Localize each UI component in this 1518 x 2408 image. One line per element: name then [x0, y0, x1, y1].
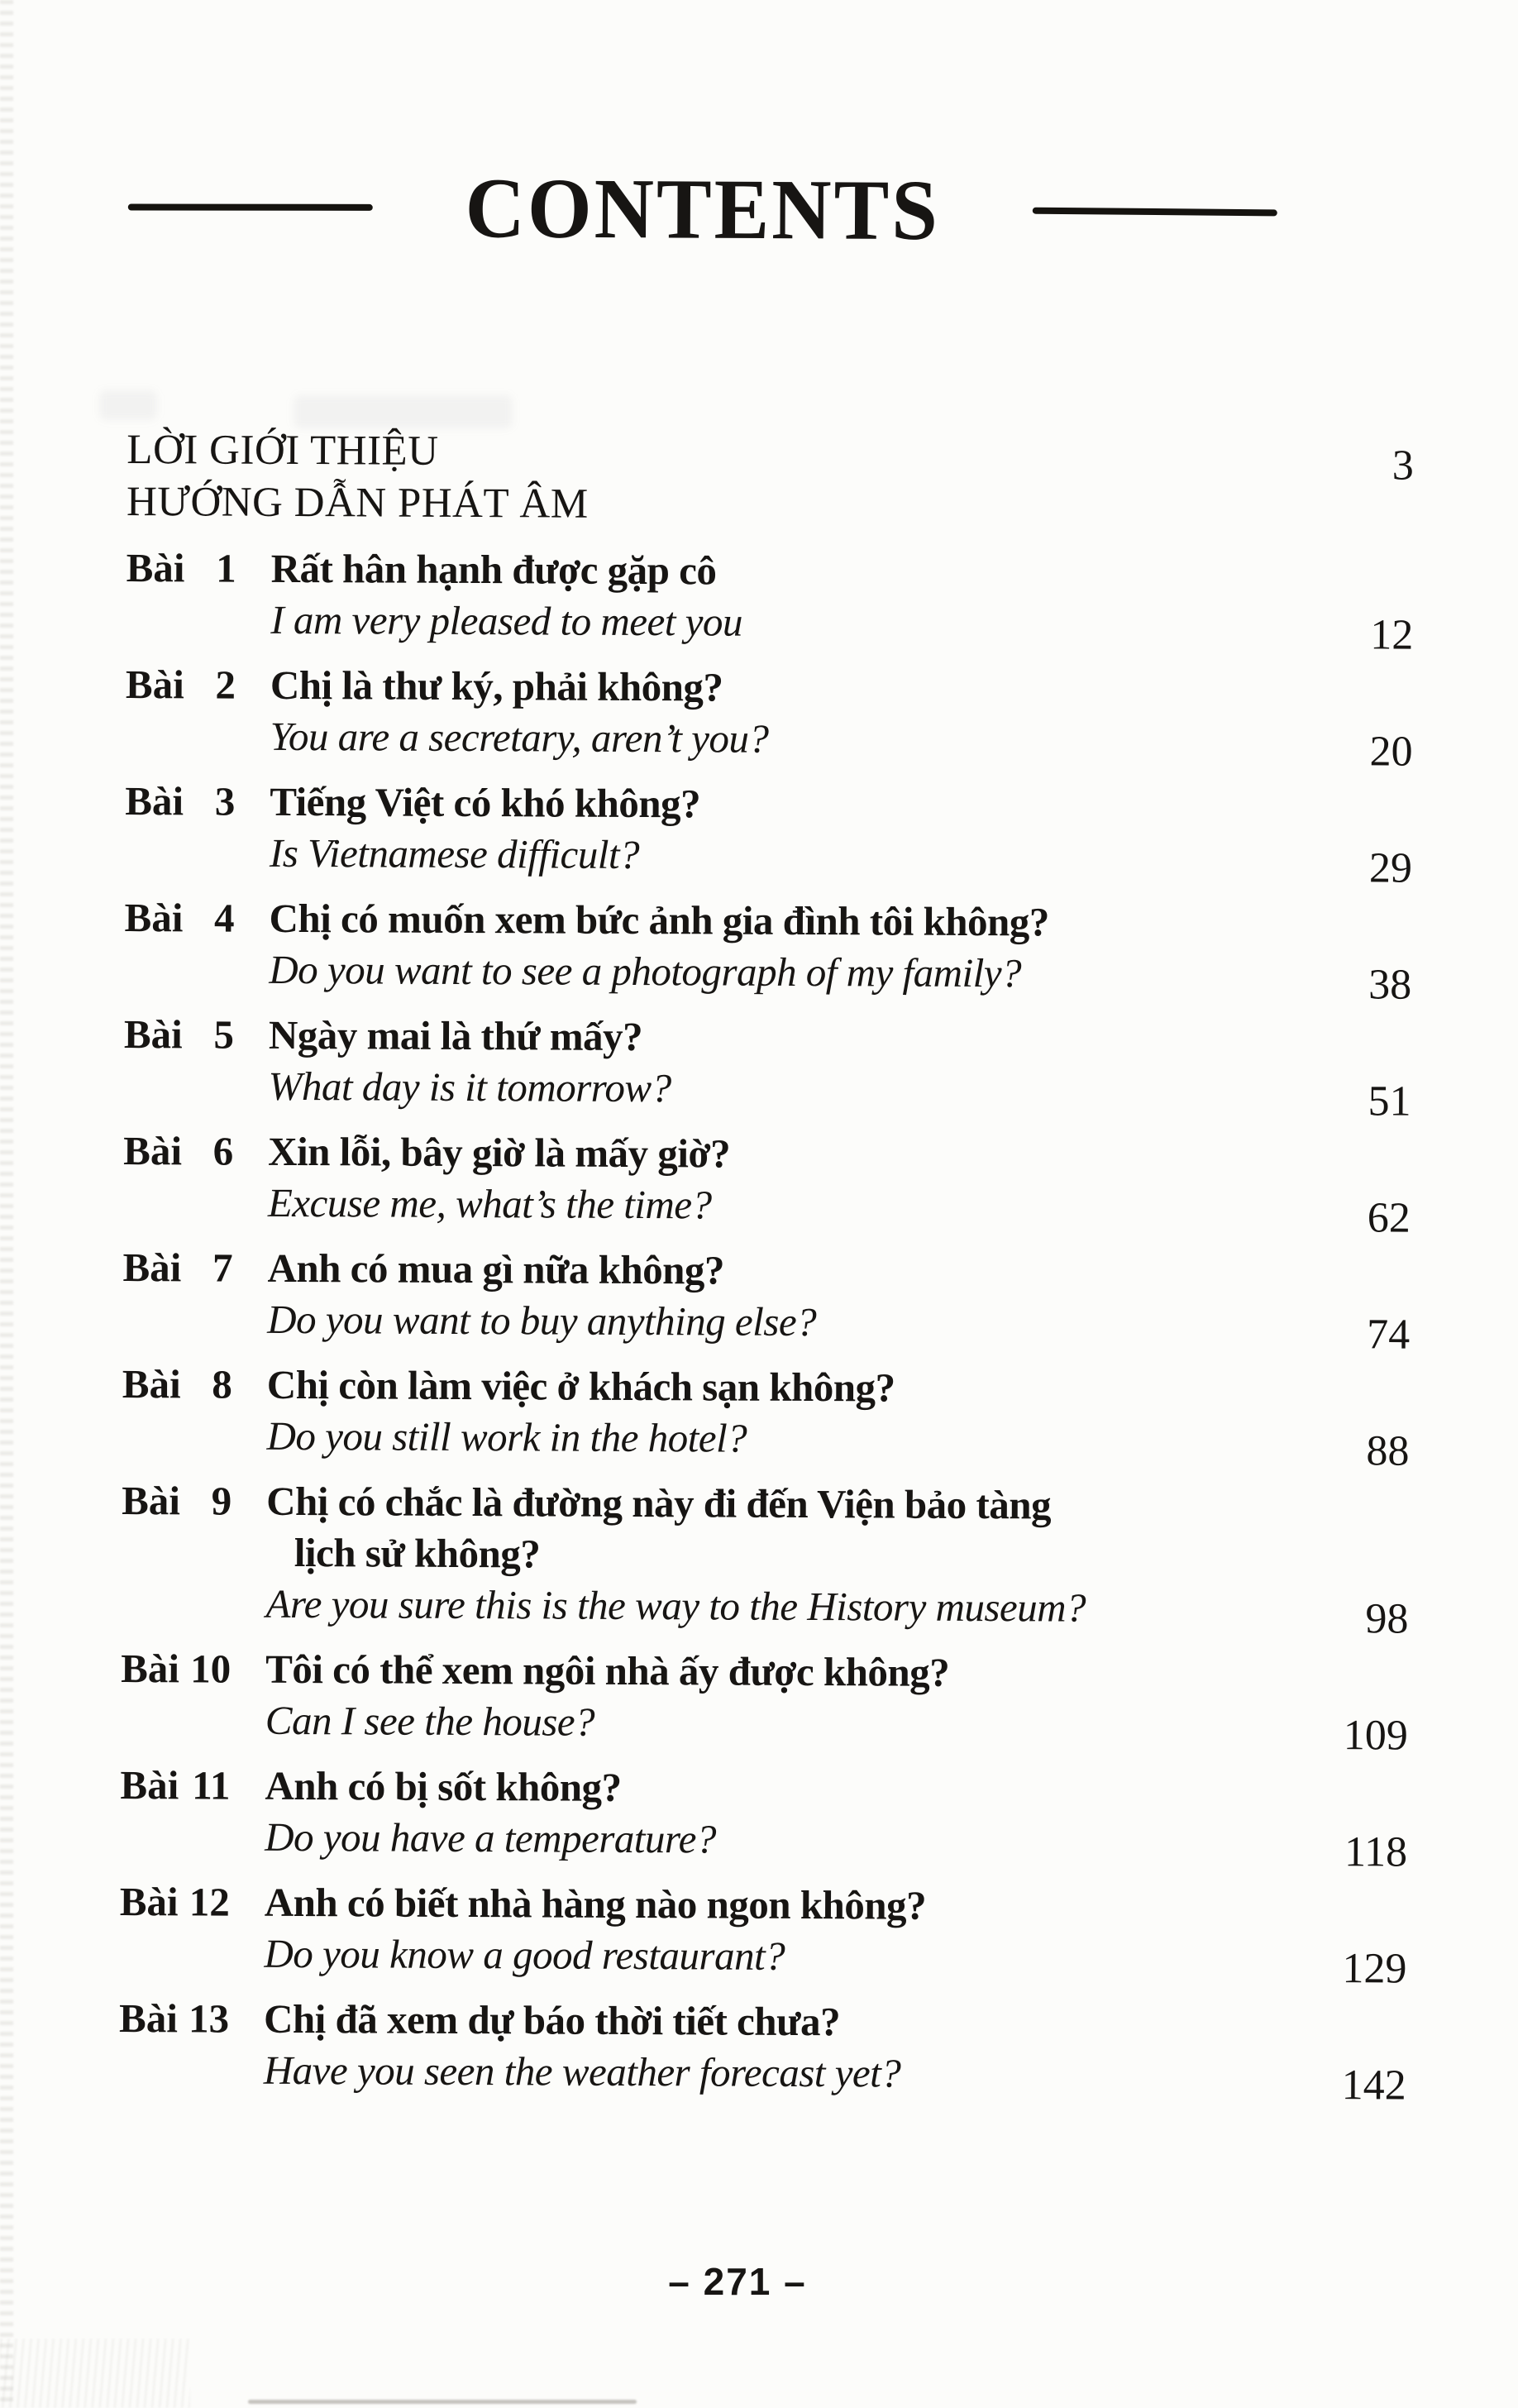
toc-lesson-entry — [123, 1009, 1411, 1125]
decorative-rule-left — [128, 203, 373, 210]
lesson-title-english: Do you have a temperature? — [265, 1813, 717, 1862]
lesson-translation-row — [120, 1811, 1408, 1876]
lesson-number: 7 — [212, 1245, 233, 1291]
toc-lesson-entry — [125, 776, 1413, 892]
lesson-label — [125, 776, 235, 828]
lesson-page-number: 12 — [1370, 611, 1414, 659]
lesson-number: 9 — [211, 1478, 232, 1524]
lesson-title-english: You are a secretary, aren’t you? — [270, 713, 769, 762]
lesson-word: Bài — [126, 544, 185, 591]
lesson-translation-row — [121, 1578, 1409, 1643]
front-matter-label: LỜI GIỚI THIỆU — [126, 426, 439, 475]
lesson-title-vietnamese-line2: lịch sử không? — [294, 1529, 541, 1577]
lesson-label — [124, 892, 234, 944]
lesson-word: Bài — [121, 1645, 180, 1692]
lesson-page-number: 142 — [1341, 2062, 1406, 2109]
lesson-title-vietnamese: Chị có muốn xem bức ảnh gia đình tôi không? — [269, 895, 1049, 945]
lesson-title-row — [125, 776, 1412, 834]
lesson-word: Bài — [122, 1477, 181, 1524]
lesson-label — [122, 1242, 232, 1294]
lesson-label — [123, 1125, 233, 1178]
lesson-label — [124, 1009, 234, 1061]
lesson-number: 6 — [212, 1128, 234, 1174]
lesson-word: Bài — [123, 1010, 183, 1058]
toc-lesson-entry — [118, 1993, 1407, 2109]
lesson-title-english: Is Vietnamese difficult? — [269, 829, 640, 878]
lesson-page-number: 109 — [1343, 1712, 1408, 1760]
page-title: CONTENTS — [465, 160, 941, 258]
lesson-number: 10 — [190, 1646, 232, 1692]
toc-lesson-entry — [120, 1760, 1408, 1876]
lesson-title-english: Do you want to see a photograph of my family? — [269, 946, 1022, 996]
lesson-word: Bài — [122, 1244, 182, 1291]
lesson-label — [126, 542, 236, 595]
lesson-title-english: Can I see the house? — [265, 1697, 595, 1745]
lesson-page-number: 88 — [1366, 1427, 1410, 1475]
lesson-word: Bài — [125, 661, 184, 708]
lesson-label — [120, 1876, 230, 1928]
lesson-title-row — [121, 1643, 1408, 1701]
lesson-label — [121, 1643, 231, 1695]
lesson-title-english: Do you know a good restaurant? — [264, 1930, 785, 1979]
lesson-page-number: 118 — [1344, 1828, 1408, 1876]
front-matter-row — [126, 476, 1414, 535]
lesson-translation-row — [126, 710, 1413, 776]
lesson-page-number: 38 — [1368, 961, 1412, 1009]
lesson-title-vietnamese: Anh có mua gì nữa không? — [267, 1245, 725, 1293]
lesson-number: 11 — [192, 1762, 231, 1808]
lesson-title-vietnamese: Chị đã xem dự báo thời tiết chưa? — [263, 1995, 841, 2045]
lesson-label — [126, 659, 236, 711]
lesson-title-row — [126, 659, 1413, 717]
lesson-title-row — [120, 1876, 1407, 1934]
lesson-label — [119, 1993, 229, 2045]
lesson-number: 4 — [213, 895, 235, 941]
lesson-title-row — [126, 542, 1414, 600]
lesson-title-vietnamese: Anh có bị sốt không? — [265, 1762, 622, 1810]
toc-lesson-entry — [119, 1876, 1407, 1993]
lesson-word: Bài — [119, 1878, 179, 1925]
scan-artifact — [0, 2339, 190, 2408]
toc-lesson-entry — [121, 1475, 1409, 1643]
lesson-page-number: 51 — [1368, 1077, 1411, 1125]
lesson-translation-row — [119, 1928, 1407, 1993]
toc-lesson-entry — [126, 542, 1414, 659]
lesson-title-vietnamese: Tôi có thể xem ngôi nhà ấy được không? — [265, 1646, 950, 1695]
lesson-number: 3 — [214, 778, 236, 824]
toc-lesson-entry — [122, 1359, 1410, 1475]
front-matter-page-number — [1286, 531, 1414, 532]
table-of-contents — [118, 423, 1415, 2109]
lesson-translation-row — [123, 1177, 1411, 1242]
lesson-title-vietnamese: Chị có chắc là đường này đi đến Viện bảo tàng — [266, 1478, 1052, 1528]
lesson-title-english: Do you want to buy anything else? — [267, 1296, 817, 1345]
toc-lesson-entry — [121, 1643, 1409, 1760]
lesson-title-row-continued — [122, 1526, 1409, 1584]
lesson-number: 2 — [215, 662, 236, 708]
lesson-page-number: 29 — [1368, 844, 1413, 892]
lesson-title-english: What day is it tomorrow? — [268, 1063, 671, 1111]
lesson-number: 12 — [189, 1879, 230, 1925]
toc-lesson-entry — [123, 1125, 1411, 1242]
lesson-translation-row — [122, 1410, 1410, 1475]
lesson-title-row — [119, 1993, 1406, 2051]
lesson-title-vietnamese: Chị là thư ký, phải không? — [270, 662, 723, 710]
lesson-translation-row — [125, 827, 1413, 892]
lesson-word: Bài — [124, 894, 184, 941]
lesson-label — [122, 1475, 232, 1527]
lesson-page-number: 20 — [1369, 728, 1413, 776]
lesson-page-number: 129 — [1342, 1945, 1407, 1993]
lesson-page-number: 74 — [1367, 1311, 1411, 1359]
toc-lesson-entry — [122, 1242, 1411, 1359]
contents-header — [128, 160, 1277, 258]
lesson-page-number: 98 — [1365, 1595, 1409, 1643]
lesson-title-vietnamese: Chị còn làm việc ở khách sạn không? — [266, 1361, 895, 1411]
toc-lesson-entry — [124, 892, 1412, 1009]
lesson-number: 13 — [188, 1995, 230, 2042]
lesson-title-english: Excuse me, what’s the time? — [267, 1179, 712, 1228]
front-matter-label: HƯỚNG DẪN PHÁT ÂM — [126, 478, 589, 528]
lesson-title-english: Are you sure this is the way to the History museum? — [265, 1580, 1086, 1631]
page-footer — [0, 2259, 1475, 2304]
lesson-title-vietnamese: Anh có biết nhà hàng nào ngon không? — [264, 1879, 927, 1928]
lesson-title-vietnamese: Tiếng Việt có khó không? — [270, 778, 701, 827]
toc-lesson-entry — [125, 659, 1414, 776]
lesson-title-row — [124, 892, 1411, 950]
lesson-word: Bài — [123, 1127, 183, 1174]
lesson-title-row — [122, 1242, 1410, 1300]
lesson-title-row — [123, 1125, 1411, 1183]
lesson-word: Bài — [118, 1995, 179, 2042]
page-number-footer: – 271 – — [668, 2260, 807, 2303]
lesson-word: Bài — [125, 777, 184, 824]
lesson-title-vietnamese: Ngày mai là thứ mấy? — [268, 1011, 643, 1060]
lesson-word: Bài — [120, 1761, 179, 1808]
lesson-translation-row — [121, 1694, 1408, 1760]
lesson-title-row — [122, 1359, 1410, 1417]
lesson-title-english: Have you seen the weather forecast yet? — [263, 2047, 901, 2096]
lesson-label — [122, 1359, 232, 1411]
lesson-number: 1 — [216, 545, 236, 591]
lesson-translation-row — [123, 1060, 1411, 1125]
scan-artifact — [248, 2400, 637, 2404]
lesson-title-row — [120, 1760, 1407, 1818]
lesson-page-number: 62 — [1367, 1194, 1411, 1242]
lesson-title-vietnamese: Rất hân hạnh được gặp cô — [270, 545, 717, 594]
lesson-title-english: Do you still work in the hotel? — [266, 1412, 747, 1461]
lesson-translation-row — [122, 1293, 1411, 1359]
lesson-title-row — [124, 1009, 1411, 1067]
lesson-number: 8 — [212, 1361, 232, 1407]
lesson-translation-row — [124, 944, 1412, 1009]
lesson-word: Bài — [122, 1360, 181, 1407]
front-matter-page-number: 3 — [1392, 442, 1415, 490]
lesson-translation-row — [126, 594, 1414, 659]
lesson-title-english: I am very pleased to meet you — [270, 596, 743, 645]
lesson-number: 5 — [213, 1011, 235, 1058]
lesson-label — [120, 1760, 230, 1812]
lesson-title-row — [122, 1475, 1409, 1533]
lesson-title-vietnamese: Xin lỗi, bây giờ là mấy giờ? — [268, 1128, 731, 1177]
lesson-translation-row — [119, 2044, 1406, 2109]
decorative-rule-right — [1033, 208, 1277, 217]
front-matter-row — [126, 423, 1415, 490]
